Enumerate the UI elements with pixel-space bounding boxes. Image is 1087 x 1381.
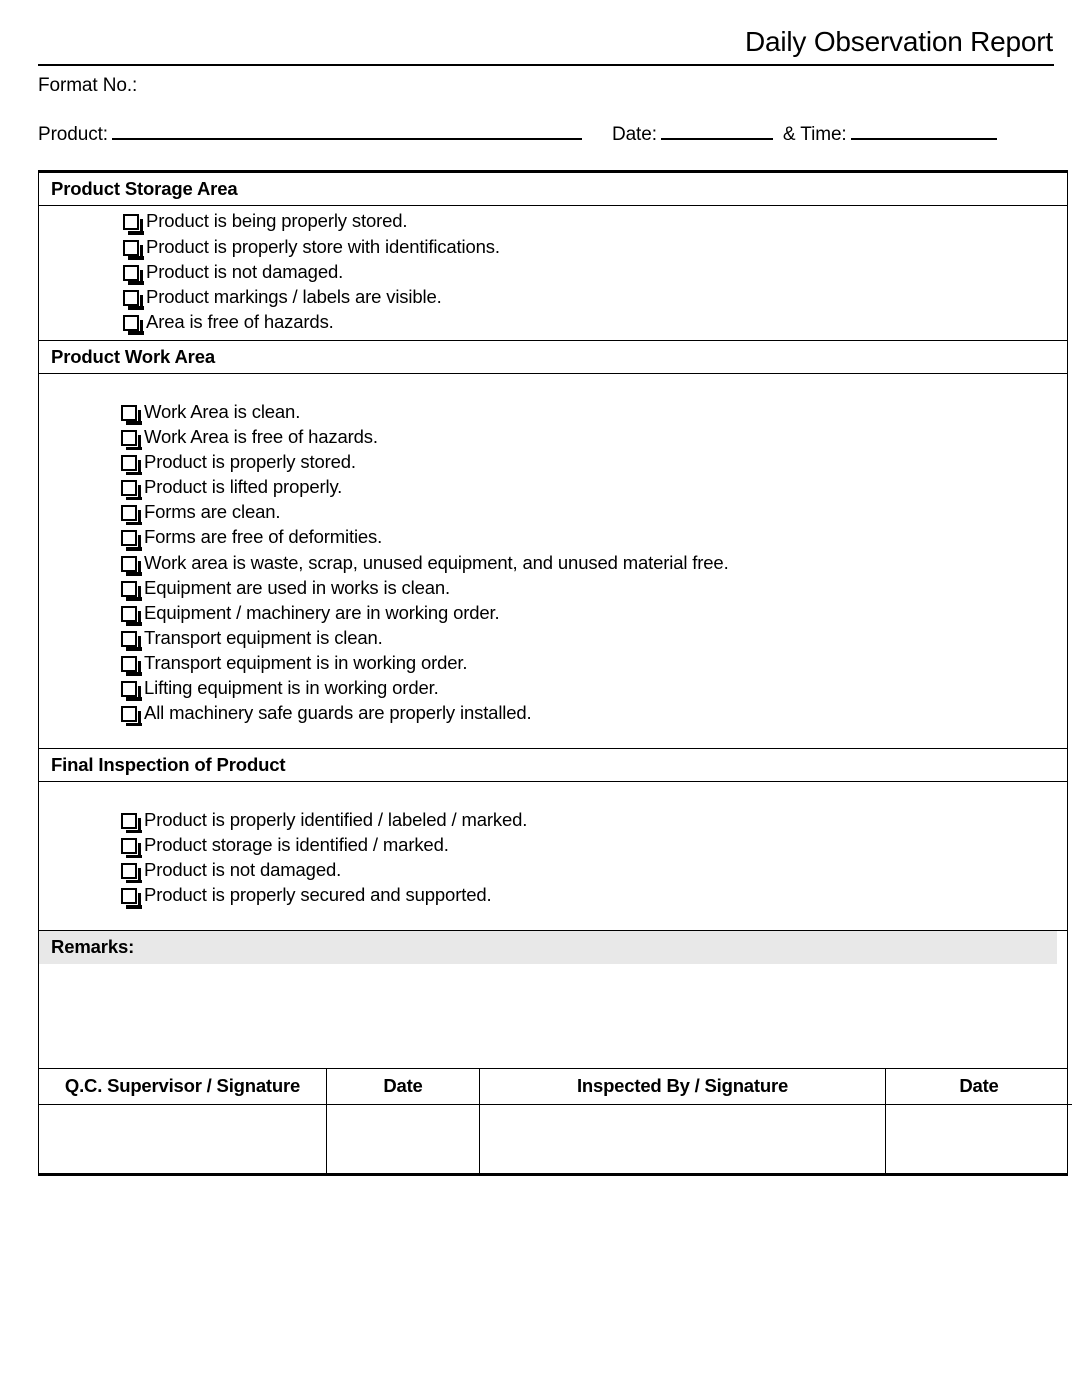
checklist-item[interactable] xyxy=(39,858,1067,883)
remarks-label: Remarks: xyxy=(39,931,1057,964)
time-input[interactable] xyxy=(851,121,997,140)
checklist-item[interactable] xyxy=(39,550,1067,575)
checklist-item-label: Product is properly store with identifications. xyxy=(146,235,500,257)
time-label: & Time: xyxy=(782,124,847,146)
checkbox-icon[interactable] xyxy=(121,656,137,672)
checklist-item-label: Transport equipment is clean. xyxy=(144,626,383,648)
checklist-item-label: Forms are free of deformities. xyxy=(144,526,383,548)
checklist-item-label: Forms are clean. xyxy=(144,501,281,523)
checkbox-icon[interactable] xyxy=(121,480,137,496)
checkbox-icon[interactable] xyxy=(121,455,137,471)
section-body-product-storage-area xyxy=(39,206,1067,340)
checklist-item-label: Product is properly identified / labeled / marked. xyxy=(144,809,528,831)
checkbox-icon[interactable] xyxy=(121,606,137,622)
cell-date-2[interactable] xyxy=(886,1105,1073,1174)
product-label: Product: xyxy=(38,124,108,146)
checklist-item-label: Product is not damaged. xyxy=(146,260,344,282)
checklist-item-label: Product is not damaged. xyxy=(144,859,342,881)
date-label: Date: xyxy=(611,124,657,146)
checklist-item[interactable] xyxy=(39,808,1067,833)
product-date-time-row xyxy=(38,121,1054,146)
checklist-item[interactable] xyxy=(39,310,1067,335)
checklist-item[interactable] xyxy=(39,450,1067,475)
checklist-item[interactable] xyxy=(39,234,1067,259)
checkbox-icon[interactable] xyxy=(121,581,137,597)
checkbox-icon[interactable] xyxy=(121,863,137,879)
checklist-item-label: Area is free of hazards. xyxy=(146,310,334,332)
checklist-item[interactable] xyxy=(39,525,1067,550)
checklist-item[interactable] xyxy=(39,701,1067,726)
section-heading-product-work-area: Product Work Area xyxy=(39,341,1067,374)
checkbox-icon[interactable] xyxy=(121,681,137,697)
checklist-item-label: Lifting equipment is in working order. xyxy=(144,676,439,698)
table-row xyxy=(39,1105,1072,1174)
checklist-sheet xyxy=(38,170,1068,1176)
checklist-item-label: All machinery safe guards are properly installed. xyxy=(144,702,532,724)
signature-table xyxy=(39,1069,1072,1173)
checklist-item-label: Product is properly stored. xyxy=(144,451,356,473)
checklist-item-label: Transport equipment is in working order. xyxy=(144,651,468,673)
page-title: Daily Observation Report xyxy=(745,26,1053,57)
cell-qc-supervisor-signature[interactable] xyxy=(39,1105,327,1174)
checklist-item-label: Work Area is free of hazards. xyxy=(144,426,378,448)
checkbox-icon[interactable] xyxy=(121,430,137,446)
checkbox-icon[interactable] xyxy=(123,290,139,306)
remarks-section xyxy=(39,931,1067,1069)
format-no-label: Format No.: xyxy=(38,75,138,97)
cell-inspected-by-signature[interactable] xyxy=(480,1105,886,1174)
checklist-item[interactable] xyxy=(39,400,1067,425)
checklist-item[interactable] xyxy=(39,626,1067,651)
checklist-item-label: Equipment / machinery are in working order. xyxy=(144,601,500,623)
checkbox-icon[interactable] xyxy=(121,530,137,546)
checklist-item-label: Product markings / labels are visible. xyxy=(146,285,442,307)
checkbox-icon[interactable] xyxy=(123,214,139,230)
checkbox-icon[interactable] xyxy=(121,405,137,421)
column-header-inspected-by-signature: Inspected By / Signature xyxy=(480,1069,886,1105)
section-body-product-work-area xyxy=(39,374,1067,749)
checklist-item[interactable] xyxy=(39,500,1067,525)
checkbox-icon[interactable] xyxy=(121,631,137,647)
checkbox-icon[interactable] xyxy=(123,315,139,331)
checkbox-icon[interactable] xyxy=(121,706,137,722)
checklist-item-label: Work Area is clean. xyxy=(144,400,301,422)
table-header-row xyxy=(39,1069,1072,1105)
checklist-item[interactable] xyxy=(39,259,1067,284)
column-header-date-1: Date xyxy=(327,1069,480,1105)
date-input[interactable] xyxy=(661,121,773,140)
checklist-item[interactable] xyxy=(39,651,1067,676)
checkbox-icon[interactable] xyxy=(123,265,139,281)
product-input[interactable] xyxy=(112,121,582,140)
column-header-qc-supervisor-signature: Q.C. Supervisor / Signature xyxy=(39,1069,327,1105)
section-body-final-inspection xyxy=(39,782,1067,931)
column-header-date-2: Date xyxy=(886,1069,1073,1105)
checklist-item[interactable] xyxy=(39,209,1067,234)
checklist-item-label: Work area is waste, scrap, unused equipment, and unused material free. xyxy=(144,551,729,573)
checkbox-icon[interactable] xyxy=(121,888,137,904)
checkbox-icon[interactable] xyxy=(121,505,137,521)
checklist-item-label: Product is lifted properly. xyxy=(144,476,343,498)
checklist-item[interactable] xyxy=(39,883,1067,908)
checklist-item[interactable] xyxy=(39,475,1067,500)
checklist-item[interactable] xyxy=(39,284,1067,309)
checklist-item[interactable] xyxy=(39,575,1067,600)
section-heading-final-inspection: Final Inspection of Product xyxy=(39,749,1067,782)
checkbox-icon[interactable] xyxy=(121,556,137,572)
cell-date-1[interactable] xyxy=(327,1105,480,1174)
checklist-item[interactable] xyxy=(39,425,1067,450)
checklist-item[interactable] xyxy=(39,600,1067,625)
checklist-item-label: Product is properly secured and supported. xyxy=(144,884,492,906)
checklist-item-label: Equipment are used in works is clean. xyxy=(144,576,451,598)
section-heading-product-storage-area: Product Storage Area xyxy=(39,173,1067,206)
checklist-item[interactable] xyxy=(39,676,1067,701)
checkbox-icon[interactable] xyxy=(121,838,137,854)
checklist-item-label: Product is being properly stored. xyxy=(146,210,408,232)
remarks-input[interactable] xyxy=(39,964,1067,1068)
checklist-item-label: Product storage is identified / marked. xyxy=(144,834,449,856)
checkbox-icon[interactable] xyxy=(123,240,139,256)
checkbox-icon[interactable] xyxy=(121,813,137,829)
checklist-item[interactable] xyxy=(39,833,1067,858)
document-header xyxy=(0,0,1087,146)
